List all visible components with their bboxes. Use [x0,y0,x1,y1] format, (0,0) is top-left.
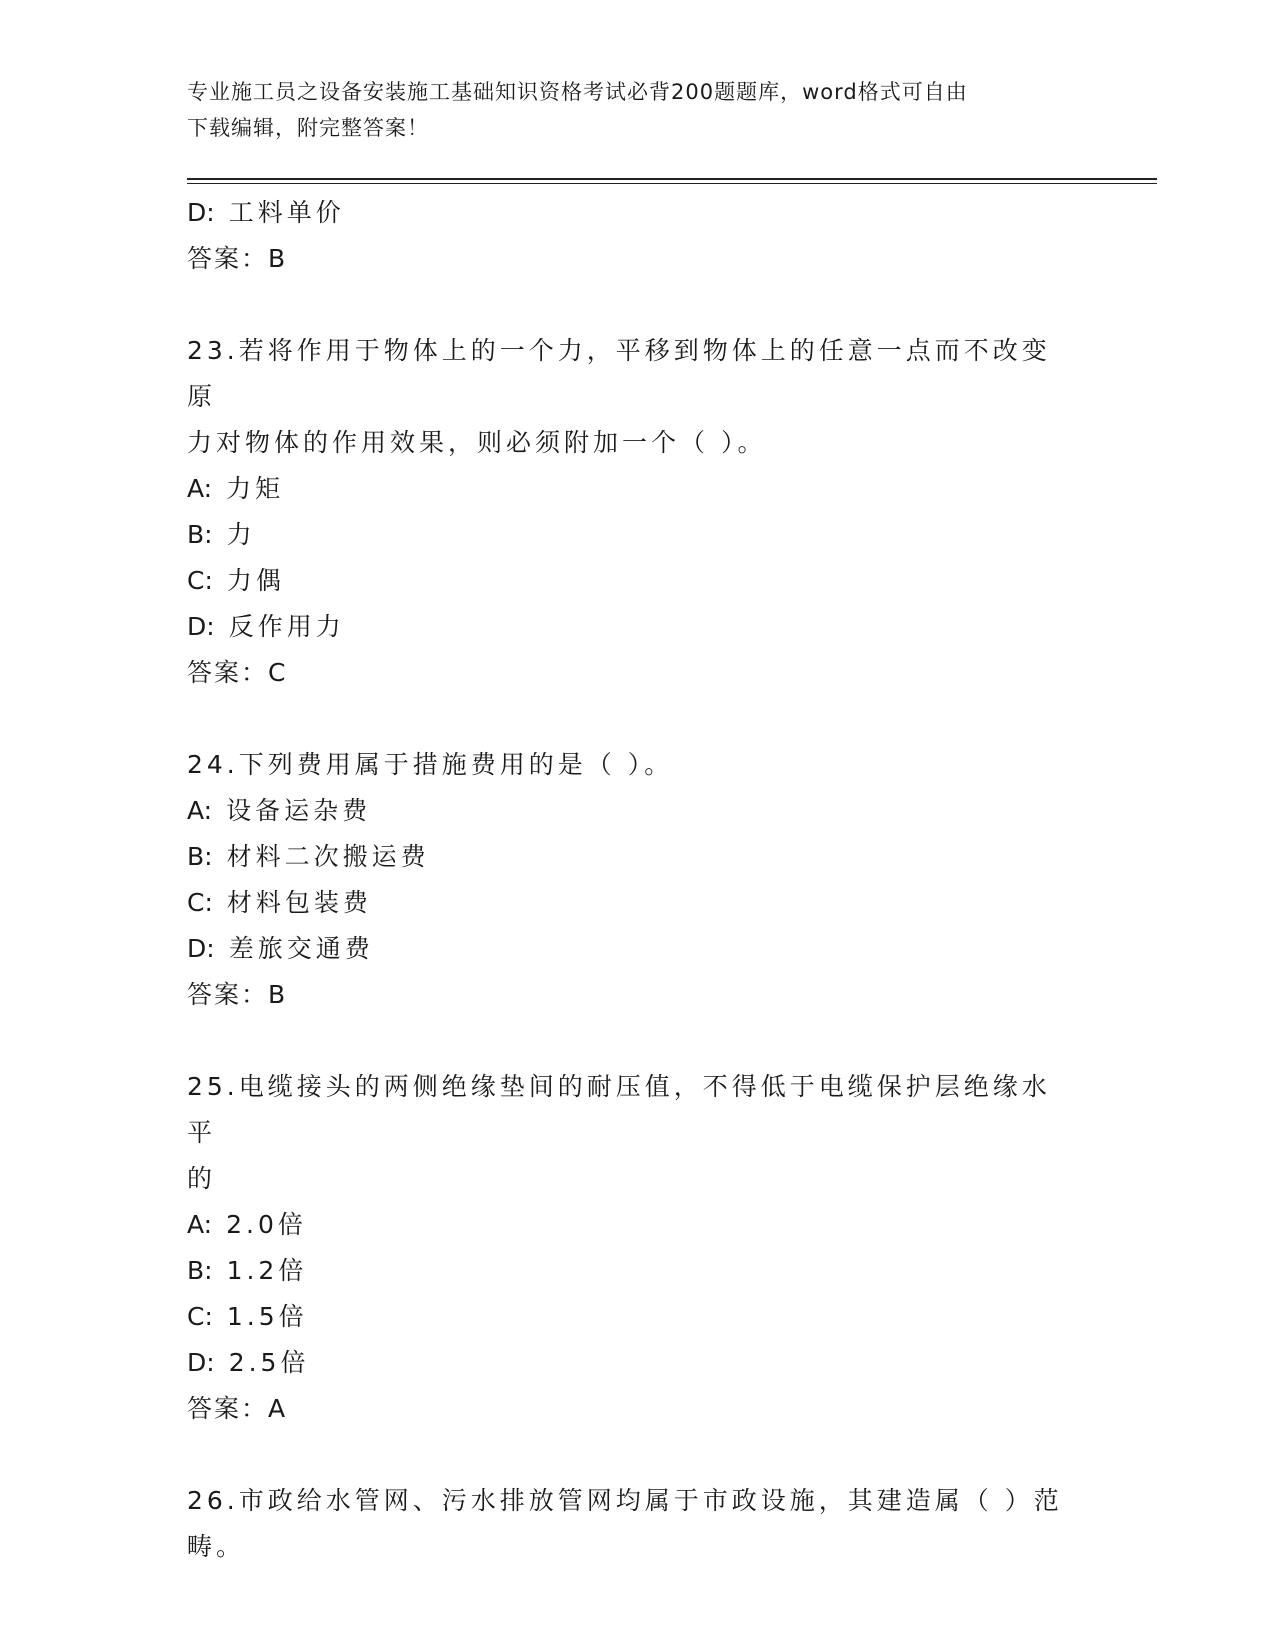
option-label: D: [187,1348,215,1377]
question-23 [187,328,1087,696]
option-d [187,604,1087,650]
option-b [187,834,1087,880]
option-label: D: [187,612,215,641]
option-text: 1.2倍 [226,1256,308,1285]
option-b [187,1248,1087,1294]
question-24 [187,742,1087,1018]
option-c [187,558,1087,604]
option-text: 力偶 [226,566,285,595]
option-label: C: [187,1302,213,1331]
option-text: 设备运杂费 [226,796,372,825]
question-text-line-2: 畴。 [187,1532,246,1561]
option-a [187,466,1087,512]
option-d [187,926,1087,972]
header-title-line-1: 专业施工员之设备安装施工基础知识资格考试必背200题题库，word格式可自由 [187,80,968,104]
option-label: C: [187,888,213,917]
answer-line: 答案：A [187,1394,288,1423]
option-label: A: [187,796,213,825]
option-text: 2.5倍 [228,1348,310,1377]
question-list [187,190,1087,1570]
answer-line: 答案：B [187,244,288,273]
option-text: 材料包装费 [226,888,372,917]
option-label: B: [187,842,213,871]
answer-line: 答案：C [187,658,288,687]
option-label: D: [187,934,215,963]
question-25 [187,1064,1087,1432]
header-divider-thin [187,183,1157,184]
option-text: 1.5倍 [226,1302,308,1331]
option-label: B: [187,1256,213,1285]
option-a [187,1202,1087,1248]
option-text: 材料二次搬运费 [226,842,430,871]
question-text-line-2: 力对物体的作用效果，则必须附加一个（ ）。 [187,428,767,457]
question-text-line-1: 25.电缆接头的两侧绝缘垫间的耐压值，不得低于电缆保护层绝缘水平 [187,1072,1051,1147]
option-label: B: [187,520,213,549]
option-text: 2.0倍 [226,1210,307,1239]
option-label: C: [187,566,213,595]
question-text-line-1: 23.若将作用于物体上的一个力，平移到物体上的任意一点而不改变原 [187,336,1051,411]
option-c [187,880,1087,926]
option-label: D: [187,198,215,227]
question-text-line-2: 的 [187,1164,217,1193]
document-header [187,74,1087,146]
option-d [187,1340,1087,1386]
option-b [187,512,1087,558]
option-a [187,788,1087,834]
option-text: 反作用力 [228,612,345,641]
option-text: 力 [226,520,256,549]
question-26 [187,1478,1087,1570]
answer-line: 答案：B [187,980,288,1009]
option-label: A: [187,474,213,503]
question-text-line-1: 26.市政给水管网、污水排放管网均属于市政设施，其建造属（ ）范 [187,1486,1063,1515]
header-divider-thick [187,178,1157,180]
option-c [187,1294,1087,1340]
option-d [187,190,1087,236]
header-title-line-2: 下载编辑，附完整答案！ [187,116,429,140]
option-text: 差旅交通费 [228,934,374,963]
option-text: 工料单价 [228,198,345,227]
option-label: A: [187,1210,213,1239]
option-text: 力矩 [226,474,285,503]
question-text-line-1: 24.下列费用属于措施费用的是（ ）。 [187,750,674,779]
